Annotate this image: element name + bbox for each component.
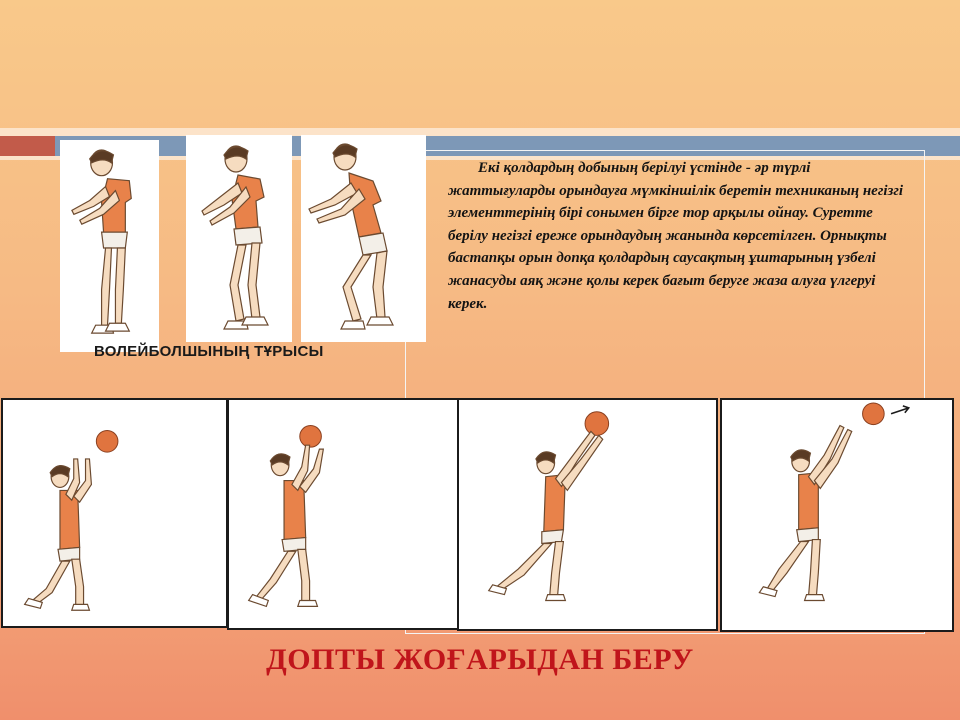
standing-stance-illustration: [60, 140, 159, 352]
serve-frame-2: [227, 398, 460, 630]
serve-frame-1: [1, 398, 228, 628]
stance-figure-2: [186, 135, 292, 342]
slide-title: ДОПТЫ ЖОҒАРЫДАН БЕРУ: [266, 643, 694, 676]
ball-icon: [300, 426, 322, 448]
low-crouch-stance-illustration: [301, 135, 426, 342]
description-paragraph: Екі қолдардың добының берілуі үстінде - әр түрлі жаттығуларды орындауға мүмкіншілік беретін техниканың негізгі элементтерінің бірі сонымен бірге тор арқылы ойнау. Суретте берілу негізгі ереже орындаудың жанында көрсетілген. Орнықты бастапқы орын допқа қолдардың саусақтың ұштарының үзбелі жанасуды аяқ және қолы керек бағыт беруге жаза алуға үлгеруі керек.: [448, 160, 904, 312]
stance-figure-3: [301, 135, 426, 342]
serve-frame-3: [457, 398, 718, 631]
direction-arrow-icon: [891, 406, 909, 414]
ball-icon: [585, 412, 609, 436]
serve-prep-illustration: [3, 400, 226, 626]
ball-icon: [863, 403, 885, 425]
header-accent-red: [0, 136, 55, 156]
serve-frame-4: [720, 398, 954, 632]
serve-ball-toss-illustration: [229, 400, 458, 628]
serve-release-illustration: [722, 400, 952, 630]
serve-reach-illustration: [459, 400, 716, 629]
stance-figure-1: [60, 140, 159, 352]
semi-crouch-stance-illustration: [186, 135, 292, 342]
stance-caption: ВОЛЕЙБОЛШЫНЫҢ ТҰРЫСЫ: [94, 343, 324, 360]
ball-icon: [96, 430, 118, 452]
